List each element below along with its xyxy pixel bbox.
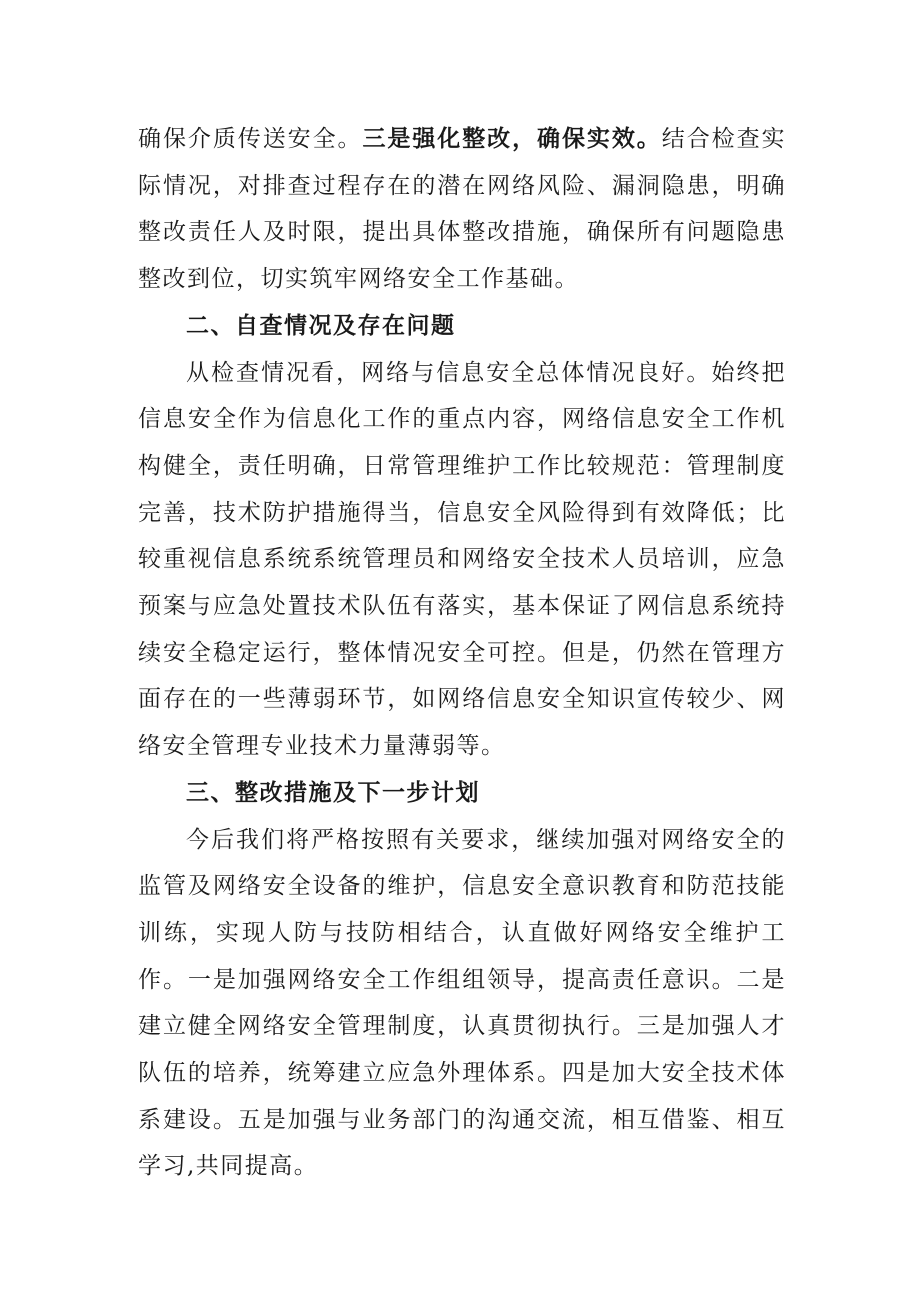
bold-emphasis-text: 三是强化整改，确保实效。: [362, 125, 662, 152]
section-heading-plan: 三、整改措施及下一步计划: [186, 778, 480, 806]
paragraph-text: 确保介质传送安全。: [138, 126, 363, 152]
paragraph-self-check: 从检查情况看，网络与信息安全总体情况良好。始终把信息安全作为信息化工作的重点内容，网络信息安全工作机构健全，责任明确，日常管理维护工作比较规范：管理制度完善，技术防护措施得当，信息安全风险得到有效降低；比较重视信息系统系统管理员和网络安全技术人员培训，应急预案与应急处置技术队伍有落实，基本保证了网信息系统持续安全稳定运行，整体情况安全可控。但是，仍然在管理方面存在的一些薄弱环节，如网络信息安全知识宣传较少、网络安全管理专业技术力量薄弱等。: [138, 359, 786, 760]
paragraph-plan: 今后我们将严格按照有关要求，继续加强对网络安全的监管及网络安全设备的维护，信息安全意识教育和防范技能训练，实现人防与技防相结合，认直做好网络安全维护工作。一是加强网络安全工作组组领导，提高责任意识。二是建立健全网络安全管理制度，认真贯彻执行。三是加强人才队伍的培养，统筹建立应急外理体系。四是加大安全技术体系建设。五是加强与业务部门的沟通交流，相互借鉴、相互学习,共同提高。: [138, 826, 786, 1180]
section-heading-self-check: 二、自查情况及存在问题: [186, 311, 456, 339]
paragraph-text: 结合检查实际情况，对排查过程存在的潜在网络风险、漏洞隐患，明确整改责任人及时限，提出具体整改措施，确保所有问题隐患整改到位，切实筑牢网络安全工作基础。: [138, 126, 787, 293]
document-page: [138, 116, 786, 1190]
paragraph-rectification: [138, 116, 786, 303]
